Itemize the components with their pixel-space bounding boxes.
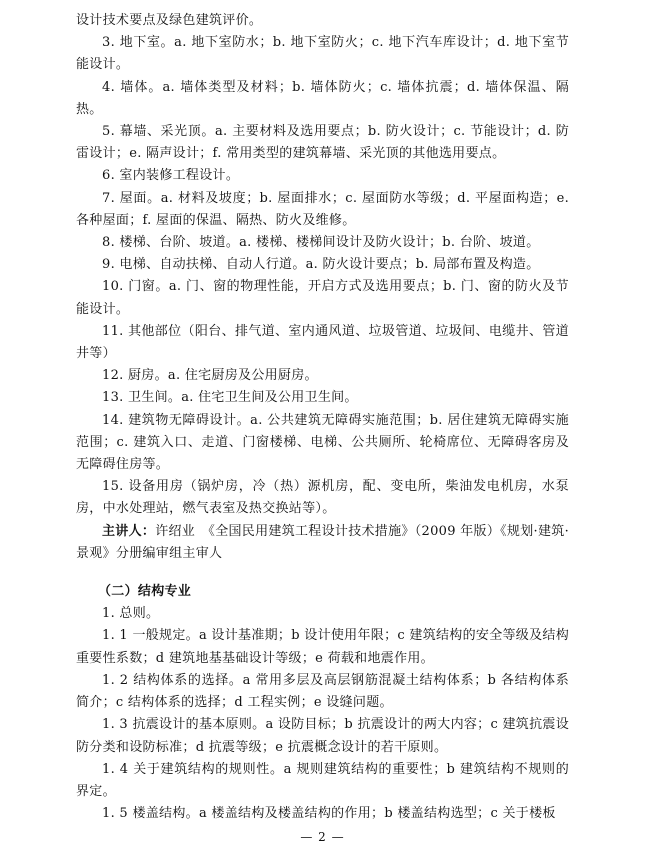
paragraph-kitchen: 12. 厨房。a. 住宅厨房及公用厨房。 bbox=[102, 368, 318, 384]
paragraph-floor-system: 1. 5 楼盖结构。a 楼盖结构及楼盖结构的作用；b 楼盖结构选型；c 关于楼板 bbox=[102, 806, 556, 822]
paragraph-general: 1. 总则。 bbox=[102, 606, 160, 622]
paragraph-equipment-rooms: 15. 设备用房（锅炉房，冷（热）源机房，配、变电所，柴油发电机房，水泵房，中水处理站，燃气表室及热交换站等）。 bbox=[76, 479, 569, 517]
paragraph-elevator: 9. 电梯、自动扶梯、自动人行道。a. 防火设计要点；b. 局部布置及构造。 bbox=[102, 257, 540, 273]
lecturer-line bbox=[76, 521, 569, 565]
paragraph-doors-windows: 10. 门窗。a. 门、窗的物理性能，开启方式及选用要点；b. 门、窗的防火及节能设计。 bbox=[76, 279, 569, 317]
lecturer-label: 主讲人： bbox=[102, 523, 156, 539]
paragraph-interior: 6. 室内装修工程设计。 bbox=[102, 168, 240, 184]
paragraph-other-parts: 11. 其他部位（阳台、排气道、室内通风道、垃圾管道、垃圾间、电缆井、管道井等） bbox=[76, 323, 569, 362]
paragraph-curtain-wall: 5. 幕墙、采光顶。a. 主要材料及选用要点；b. 防火设计；c. 节能设计；d. 防雷设计；e. 隔声设计；f. 常用类型的建筑幕墙、采光顶的其他选用要点。 bbox=[76, 124, 569, 162]
paragraph-toilet: 13. 卫生间。a. 住宅卫生间及公用卫生间。 bbox=[102, 390, 358, 406]
page-number: — 2 — bbox=[300, 830, 345, 844]
paragraph-seismic-principles: 1. 3 抗震设计的基本原则。a 设防目标；b 抗震设计的两大内容；c 建筑抗震设防分类和设防标准；d 抗震等级；e 抗震概念设计的若干原则。 bbox=[76, 717, 569, 755]
paragraph-regularity: 1. 4 关于建筑结构的规则性。a 规则建筑结构的重要性；b 建筑结构不规则的界定。 bbox=[76, 761, 569, 799]
section-heading-structure: （二）结构专业 bbox=[98, 584, 192, 600]
paragraph-roof: 7. 屋面。a. 材料及坡度；b. 屋面排水；c. 屋面防水等级；d. 平屋面构造；e. 各种屋面；f. 屋面的保温、隔热、防火及维修。 bbox=[76, 190, 569, 228]
paragraph-wall: 4. 墙体。a. 墙体类型及材料；b. 墙体防火；c. 墙体抗震；d. 墙体保温、隔热。 bbox=[76, 79, 569, 117]
section-gap bbox=[76, 565, 569, 581]
paragraph-stairs: 8. 楼梯、台阶、坡道。a. 楼梯、楼梯间设计及防火设计；b. 台阶、坡道。 bbox=[102, 235, 540, 251]
paragraph-continuation: 设计技术要点及绿色建筑评价。 bbox=[76, 13, 263, 28]
paragraph-basement: 3. 地下室。a. 地下室防水；b. 地下室防火；c. 地下汽车库设计；d. 地下室节能设计。 bbox=[76, 35, 569, 73]
paragraph-structure-system: 1. 2 结构体系的选择。a 常用多层及高层钢筋混凝土结构体系；b 各结构体系简介；c 结构体系的选择；d 工程实例；e 设缝问题。 bbox=[76, 672, 569, 711]
lecturer-text: 许绍业 《全国民用建筑工程设计技术措施》（2009 年版）《规划·建筑·景观》分册编审组主审人 bbox=[76, 523, 569, 561]
paragraph-accessibility: 14. 建筑物无障碍设计。a. 公共建筑无障碍实施范围；b. 居住建筑无障碍实施范围；c. 建筑入口、走道、门窗楼梯、电梯、公共厕所、轮椅席位、无障碍客房及无障碍住房等。 bbox=[76, 412, 569, 473]
paragraph-general-rules: 1. 1 一般规定。a 设计基准期；b 设计使用年限；c 建筑结构的安全等级及结构重要性系数；d 建筑地基基础设计等级；e 荷载和地震作用。 bbox=[76, 628, 569, 666]
